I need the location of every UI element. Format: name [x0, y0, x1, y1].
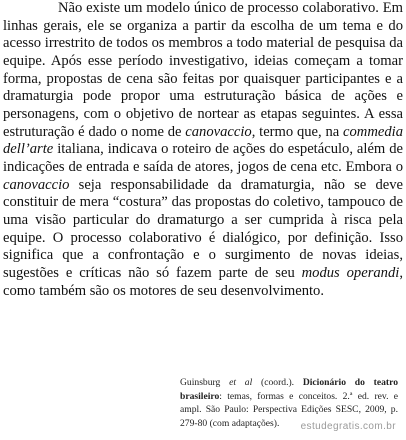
- article-text-part5: , como também são os motores de seu desenvolvimento.: [3, 264, 403, 299]
- article-text-part3: italiana, indicava o roteiro de ações do espetáculo, além de indicações de entrada e saída de atores, jogos de cena etc. Embora o: [3, 141, 403, 175]
- article-term-canovaccio: canovaccio: [185, 123, 252, 140]
- article-text-part4: seja responsabilidade da dramaturgia, não se deve constituir de mera “costura” das propostas do coletivo, tampouco de uma visão particular do dramaturgo a ser cumprida à risca pela equipe. O processo colaborativo é dialógico, por definição. Isso significa que a confrontação e o surgimento de novas ideias, sugestões e críticas não só fazem parte de seu: [3, 176, 403, 281]
- document-page: [3, 0, 403, 300]
- article-paragraph: [3, 0, 403, 300]
- article-text-part1: Não existe um modelo único de processo colaborativo. Em linhas gerais, ele se organiza a partir da escolha de um tema e do acesso irrestrito de todos os membros a todo material de pesquisa da equipe. Após esse período investigativo, ideias começam a tomar forma, propostas de cena são feitas por quaisquer participantes e a dramaturgia pode propor uma estruturação básica de ações e personagens, com o objetivo de nortear as etapas seguintes. A essa estruturação é dado o nome de: [3, 0, 403, 140]
- article-term-commedia: commedia dell’arte: [3, 123, 403, 158]
- article-text-part2: , termo que, na: [251, 123, 344, 140]
- citation-etal: et al: [229, 377, 253, 388]
- article-term-modus-operandi: modus operandi: [301, 264, 400, 281]
- article-term-canovaccio-2: canovaccio: [3, 176, 70, 193]
- citation-details: : temas, formas e conceitos. 2.ª ed. rev. e ampl. São Paulo: Perspectiva Edições SESC, 2009, p. 279-80 (com adaptações).: [180, 390, 398, 429]
- citation-title: Dicionário do teatro brasileiro: [180, 377, 398, 402]
- citation-coord: (coord.).: [252, 377, 303, 388]
- citation-author: Guinsburg: [180, 377, 230, 388]
- site-watermark: estudegratis.com.br: [300, 421, 396, 432]
